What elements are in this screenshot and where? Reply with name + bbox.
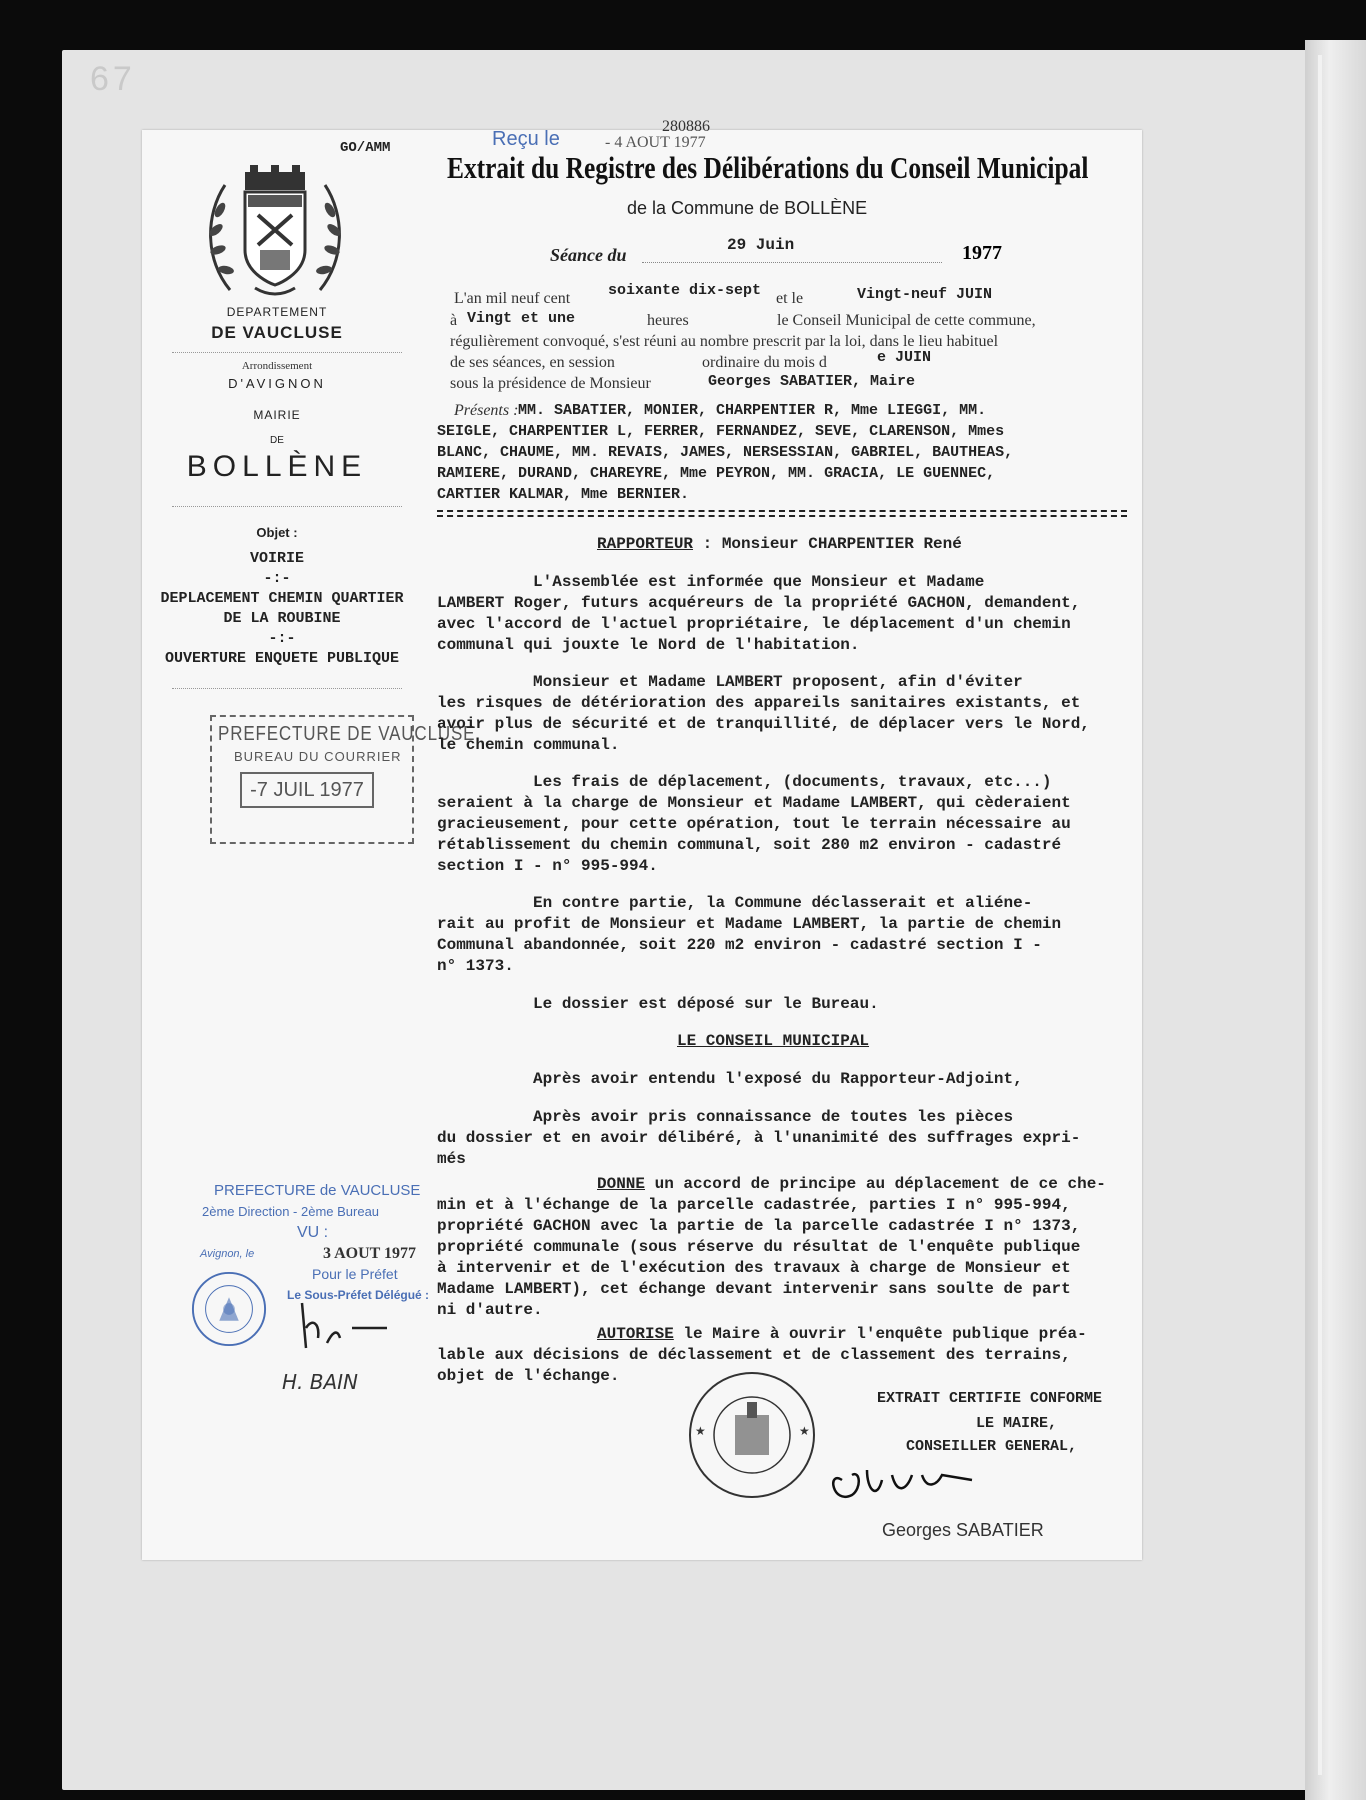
dotted-line — [642, 262, 942, 263]
arrondissement-label: Arrondissement — [241, 360, 313, 372]
body-line: à intervenir et de l'exécution des travaux à charge de Monsieur et — [437, 1259, 1071, 1277]
prefecture-received-stamp — [210, 715, 476, 844]
objet-line: -:- — [263, 570, 291, 587]
form-text: à — [450, 312, 458, 329]
departement-label: DEPARTEMENT — [226, 305, 328, 319]
mairie-label: MAIRIE — [253, 408, 301, 422]
body-line: propriété communale (sous réserve du résultat de l'enquête publique — [437, 1238, 1081, 1256]
arrondissement-name: D'AVIGNON — [228, 376, 326, 391]
stamp-date: -7 JUIL 1977 — [240, 772, 374, 808]
form-filled: soixante dix-sept — [608, 282, 762, 299]
form-text: et le — [776, 290, 804, 307]
form-text: régulièrement convoqué, s'est réuni au nombre prescrit par la loi, dans le lieu habituel — [450, 333, 999, 350]
body-line: rétablissement du chemin communal, soit 280 m2 environ - cadastré — [437, 836, 1062, 854]
presents-line: BLANC, CHAUME, MM. REVAIS, JAMES, NERSESSIAN, GABRIEL, BAUTHEAS, — [437, 444, 1014, 461]
visa-line: Le Sous-Préfet Délégué : — [287, 1288, 430, 1302]
reference-code: GO/AMM — [340, 140, 391, 156]
body-line: avoir plus de sécurité et de tranquillité, de déplacer vers le Nord, — [437, 715, 1090, 733]
body-line: les risques de détérioration des appareils sanitaires existants, et — [437, 694, 1081, 712]
form-text: L'an mil neuf cent — [454, 290, 571, 307]
body-line: Les frais de déplacement, (documents, travaux, etc...) — [437, 773, 1052, 791]
stamp-line: PREFECTURE DE VAUCLUSE — [218, 723, 476, 745]
form-text: heures — [647, 312, 689, 329]
body-line: ni d'autre. — [437, 1301, 543, 1319]
received-stamp-date: - 4 AOUT 1977 — [605, 134, 706, 151]
prefecture-seal-icon — [190, 1270, 268, 1348]
presents-line: MM. SABATIER, MONIER, CHARPENTIER R, Mme LIEGGI, MM. — [518, 402, 987, 419]
commune-subtitle: de la Commune de BOLLÈNE — [627, 198, 868, 218]
divider — [172, 352, 402, 353]
departement-name: DE VAUCLUSE — [211, 323, 343, 342]
conseil-heading: LE CONSEIL MUNICIPAL — [677, 1032, 870, 1050]
body-line: du dossier et en avoir délibéré, à l'unanimité des suffrages expri- — [437, 1129, 1081, 1147]
visa-line: PREFECTURE de VAUCLUSE — [214, 1182, 421, 1199]
received-number: 280886 — [662, 118, 710, 135]
presents-label: Présents : — [454, 402, 519, 419]
mayor-signature-icon — [822, 1450, 982, 1510]
body-line: LAMBERT Roger, futurs acquéreurs de la propriété GACHON, demandent, — [437, 594, 1081, 612]
form-filled: e JUIN — [877, 349, 932, 366]
mairie-seal-icon — [687, 1370, 817, 1500]
seance-date: 29 Juin — [727, 236, 795, 254]
body-line: avec l'accord de l'actuel propriétaire, le déplacement d'un chemin — [437, 615, 1071, 633]
autorise-line — [597, 1325, 1087, 1343]
body-line: n° 1373. — [437, 957, 514, 975]
section-divider — [437, 510, 1127, 512]
body-line: lable aux décisions de déclassement et de classement des terrains, — [437, 1346, 1071, 1364]
form-text: sous la présidence de Monsieur — [450, 375, 651, 392]
body-line: rait au profit de Monsieur et Madame LAMBERT, la partie de chemin — [437, 915, 1062, 933]
de-label: DE — [270, 435, 284, 446]
body-line: section I - n° 995-994. — [437, 857, 658, 875]
objet-line: VOIRIE — [249, 550, 304, 567]
coat-of-arms-icon — [200, 160, 350, 310]
form-filled: Vingt-neuf JUIN — [857, 286, 993, 303]
body-line: Communal abandonnée, soit 220 m2 environ - cadastré section I - — [437, 936, 1042, 954]
mayor-name: Georges SABATIER — [882, 1520, 1044, 1540]
objet-label: Objet : — [256, 525, 298, 540]
autorise-text: le Maire à ouvrir l'enquête publique préa- — [673, 1325, 1087, 1343]
body-line: min et à l'échange de la parcelle cadastrée, parties I n° 995-994, — [437, 1196, 1071, 1214]
body-line: L'Assemblée est informée que Monsieur et Madame — [437, 573, 985, 591]
seance-year: 1977 — [962, 242, 1002, 264]
visa-line: VU : — [297, 1224, 329, 1241]
signer-handwritten: H. BAIN — [282, 1370, 359, 1394]
objet-line: OUVERTURE ENQUETE PUBLIQUE — [164, 650, 400, 667]
sub-prefect-signature-icon — [292, 1298, 392, 1353]
objet-line: DEPLACEMENT CHEMIN QUARTIER — [160, 590, 404, 607]
body-line: més — [437, 1150, 466, 1168]
form-text: le Conseil Municipal de cette commune, — [777, 312, 1036, 329]
rapporteur-text: : Monsieur CHARPENTIER René — [693, 535, 962, 553]
body-line: Après avoir entendu l'exposé du Rapporteur-Adjoint, — [437, 1070, 1023, 1088]
body-line: le chemin communal. — [437, 736, 620, 754]
stamp-line: BUREAU DU COURRIER — [234, 749, 402, 764]
form-filled: Vingt et une — [467, 310, 576, 327]
donne-text: un accord de principe au déplacement de ce che- — [645, 1175, 1106, 1193]
objet-line: -:- — [268, 630, 296, 647]
divider — [172, 688, 402, 689]
binder-spine — [1305, 40, 1366, 1800]
seance-label: Séance du — [550, 245, 627, 265]
body-line: Après avoir pris connaissance de toutes les pièces — [437, 1108, 1014, 1126]
maire-line: LE MAIRE, — [975, 1415, 1057, 1432]
visa-line: Avignon, le — [200, 1248, 255, 1260]
presents-line: SEIGLE, CHARPENTIER L, FERRER, FERNANDEZ, SEVE, CLARENSON, Mmes — [437, 423, 1005, 440]
svg-text:★: ★ — [695, 1424, 706, 1438]
autorise-label: AUTORISE — [597, 1325, 674, 1343]
divider — [172, 506, 402, 507]
form-text: de ses séances, en session — [450, 354, 615, 371]
rapporteur-line — [597, 535, 962, 553]
visa-line: Pour le Préfet — [312, 1266, 398, 1282]
received-stamp-text: Reçu le — [492, 128, 560, 150]
body-line: Monsieur et Madame LAMBERT proposent, afin d'éviter — [437, 673, 1023, 691]
presents-line: CARTIER KALMAR, Mme BERNIER. — [437, 486, 690, 503]
form-filled: Georges SABATIER, Maire — [708, 373, 916, 390]
rapporteur-label: RAPPORTEUR — [597, 535, 694, 553]
visa-line: 2ème Direction - 2ème Bureau — [202, 1204, 380, 1219]
archive-page-number: 67 — [90, 60, 136, 98]
body-line: objet de l'échange. — [437, 1367, 620, 1385]
certifie-line: EXTRAIT CERTIFIE CONFORME — [876, 1390, 1102, 1407]
presents-line: RAMIERE, DURAND, CHAREYRE, Mme PEYRON, MM. GRACIA, LE GUENNEC, — [437, 465, 996, 482]
body-line: seraient à la charge de Monsieur et Madame LAMBERT, qui cèderaient — [437, 794, 1071, 812]
document-page — [142, 118, 1142, 1560]
town-name: BOLLÈNE — [186, 450, 368, 483]
body-line: Madame LAMBERT), cet échange devant intervenir sans soulte de part — [437, 1280, 1071, 1298]
objet-line: DE LA ROUBINE — [223, 610, 341, 627]
donne-line — [597, 1175, 1106, 1193]
body-line: gracieusement, pour cette opération, tout le terrain nécessaire au — [437, 815, 1071, 833]
body-line: propriété GACHON avec la partie de la parcelle cadastrée I n° 1373, — [437, 1217, 1081, 1235]
document-title: Extrait du Registre des Délibérations du Conseil Municipal — [447, 150, 1089, 185]
form-text: ordinaire du mois d — [702, 354, 827, 371]
conseiller-line: CONSEILLER GENERAL, — [905, 1438, 1077, 1455]
body-line: communal qui jouxte le Nord de l'habitation. — [437, 636, 860, 654]
body-line: En contre partie, la Commune déclasserait et aliéne- — [437, 894, 1033, 912]
section-divider — [437, 515, 1127, 517]
donne-label: DONNE — [597, 1175, 646, 1193]
binder-edge — [1318, 55, 1322, 1775]
body-line: Le dossier est déposé sur le Bureau. — [437, 995, 879, 1013]
visa-date: 3 AOUT 1977 — [323, 1245, 417, 1262]
svg-text:★: ★ — [799, 1424, 810, 1438]
